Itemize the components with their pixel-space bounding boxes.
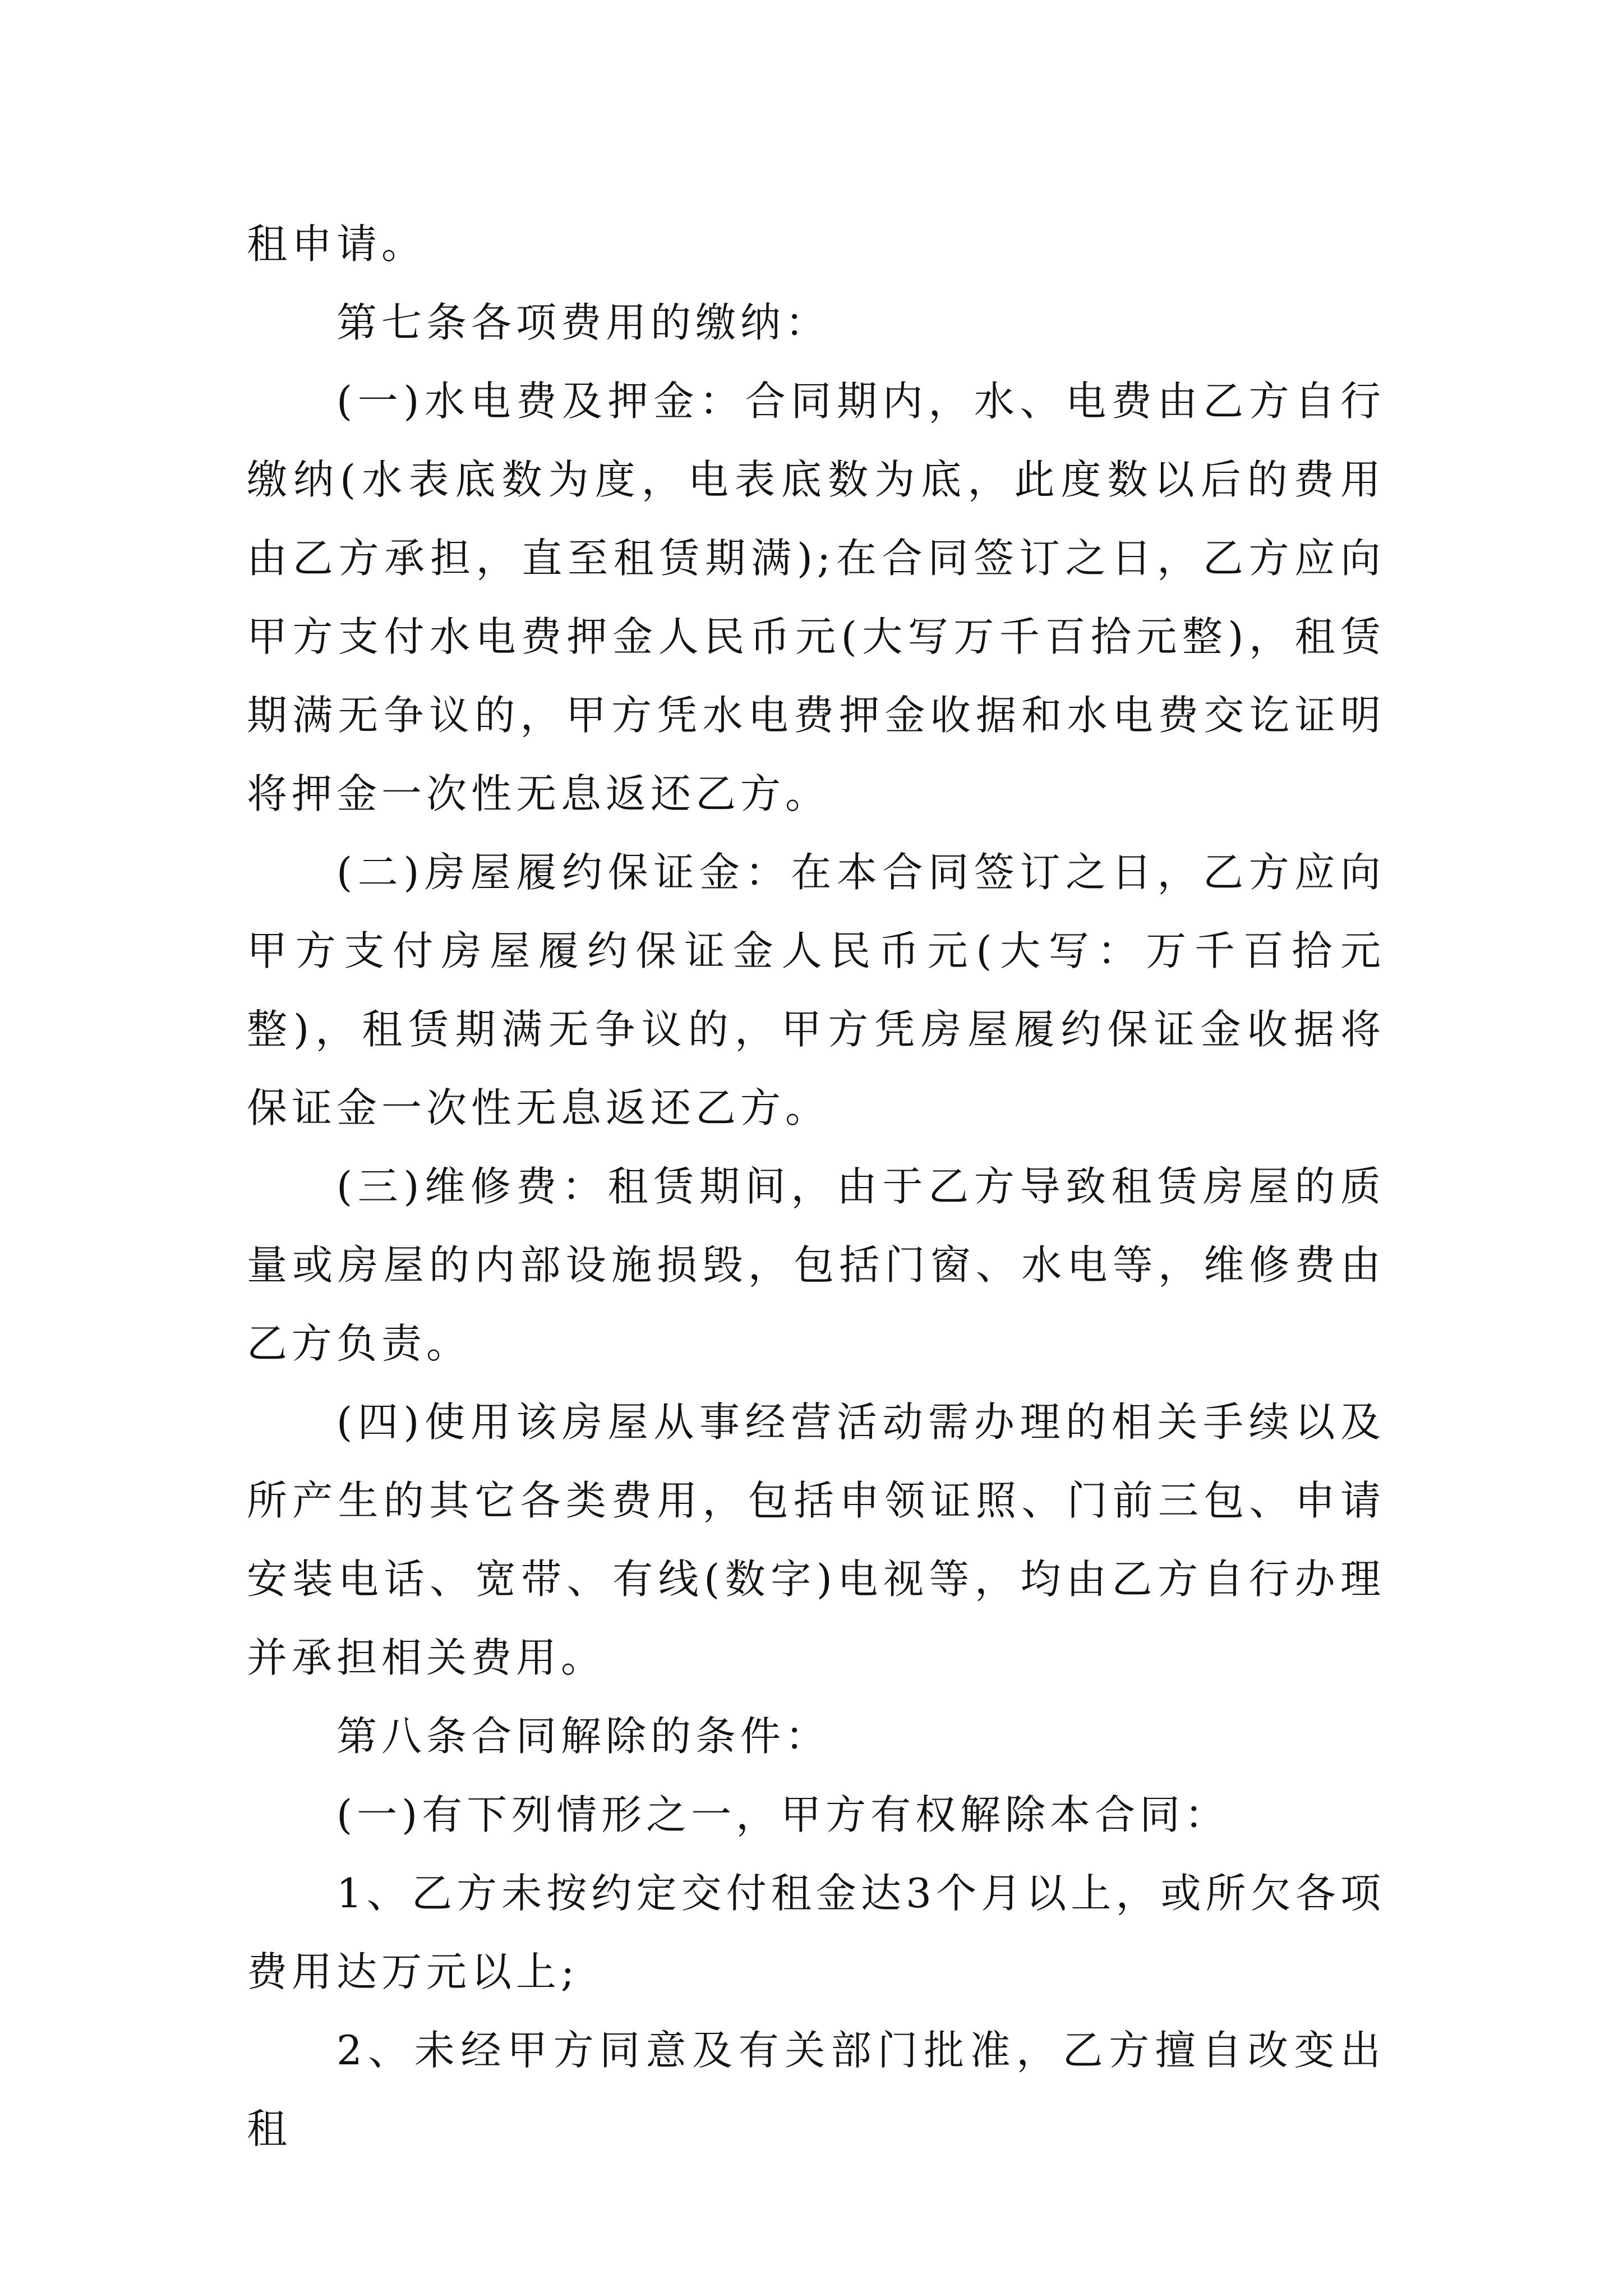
article-7-clause-3: (三)维修费：租赁期间，由于乙方导致租赁房屋的质量或房屋的内部设施损毁，包括门窗、水电等，维修费由乙方负责。 <box>247 1163 1385 1367</box>
article-8-heading: 第八条合同解除的条件： <box>336 1713 831 1760</box>
article-8-item-1: 1、乙方未按约定交付租金达3个月以上，或所欠各项费用达万元以上; <box>247 1870 1385 1995</box>
article-7-clause-2: (二)房屋履约保证金：在本合同签订之日，乙方应向甲方支付房屋履约保证金人民币元(大写：万千百拾元整)，租赁期满无争议的，甲方凭房屋履约保证金收据将保证金一次性无息返还乙方。 <box>247 849 1385 1131</box>
article-8-clause-1: (一)有下列情形之一，甲方有权解除本合同： <box>336 1791 1230 1838</box>
article-7-clause-4: (四)使用该房屋从事经营活动需办理的相关手续以及所产生的其它各类费用，包括申领证照、门前三包、申请安装电话、宽带、有线(数字)电视等，均由乙方自行办理并承担相关费用。 <box>247 1398 1385 1681</box>
paragraph-continuation: 租申请。 <box>247 220 427 268</box>
document-body <box>247 205 1385 2168</box>
article-7-heading: 第七条各项费用的缴纳： <box>336 299 831 346</box>
article-7-clause-1: (一)水电费及押金：合同期内，水、电费由乙方自行缴纳(水表底数为度，电表底数为底，此度数以后的费用由乙方承担，直至租赁期满);在合同签订之日，乙方应向甲方支付水电费押金人民币元(大写万千百拾元整)，租赁期满无争议的，甲方凭水电费押金收据和水电费交讫证明将押金一次性无息返还乙方。 <box>247 378 1385 817</box>
article-8-item-2: 2、未经甲方同意及有关部门批准，乙方擅自改变出租 <box>247 2027 1385 2152</box>
